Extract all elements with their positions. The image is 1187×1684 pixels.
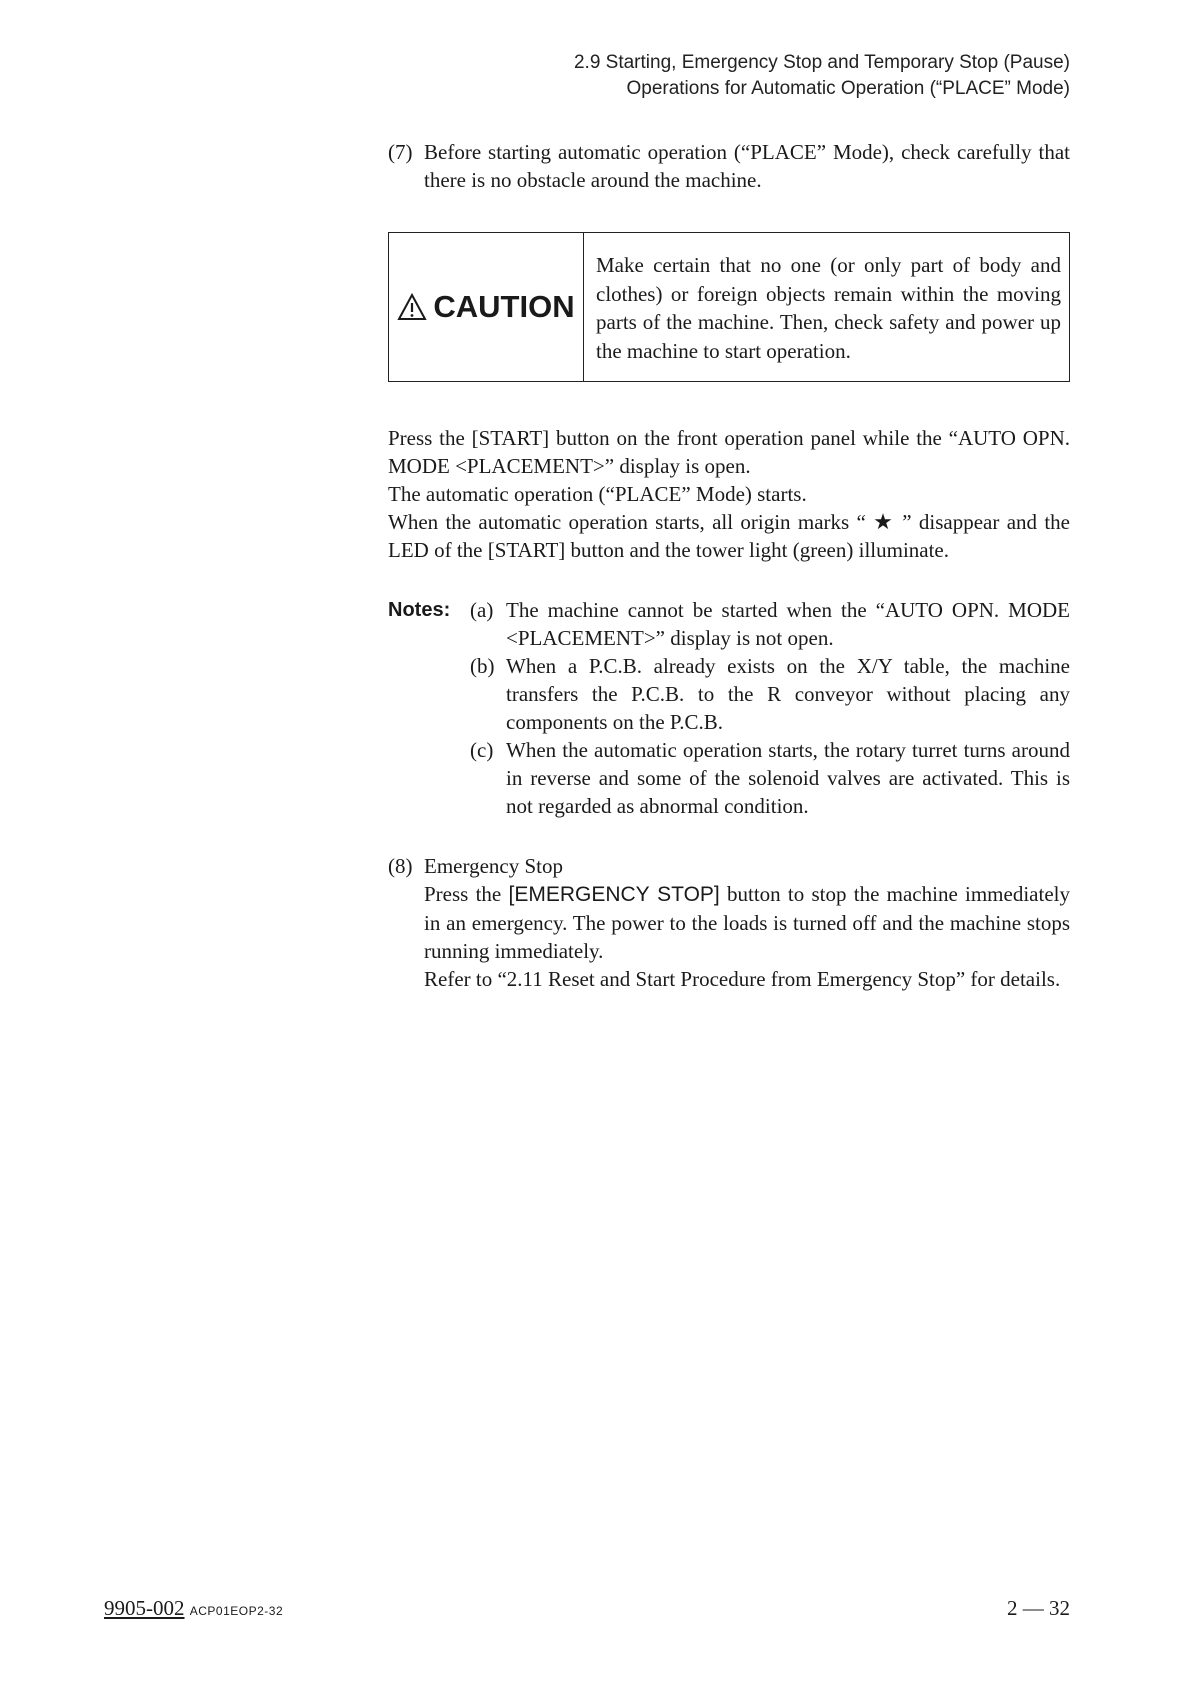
body-paragraph-2: The automatic operation (“PLACE” Mode) starts. bbox=[388, 482, 807, 506]
note-b-text: When a P.C.B. already exists on the X/Y table, the machine transfers the P.C.B. to the R conveyor without placing any components on the P.C.B. bbox=[506, 654, 1070, 734]
running-header bbox=[574, 50, 1070, 102]
notes-label: Notes: bbox=[388, 599, 451, 621]
notes-section bbox=[388, 596, 1070, 820]
item-8-title-row bbox=[388, 852, 1070, 880]
item-8-p1-start: Press the bbox=[424, 882, 509, 906]
item-8-number: (8) bbox=[388, 854, 413, 878]
item-8-title: Emergency Stop bbox=[424, 854, 564, 878]
body-paragraph-1: Press the [START] button on the front operation panel while the “AUTO OPN. MODE <PLACEMENT>” display is open. bbox=[388, 426, 1070, 478]
note-c bbox=[388, 736, 1070, 820]
item-7 bbox=[388, 138, 1070, 194]
item-7-number: (7) bbox=[388, 140, 413, 164]
page-number: 2 — 32 bbox=[1007, 1596, 1070, 1620]
item-8-p1-end: button to stop the machine immediately in an emergency. The power to the loads is turned off and the machine stops running immediately. bbox=[424, 882, 1070, 963]
item-8 bbox=[388, 852, 1070, 993]
warning-triangle-icon bbox=[397, 293, 427, 321]
header-line-2: Operations for Automatic Operation (“PLACE” Mode) bbox=[626, 78, 1070, 99]
note-b bbox=[388, 652, 1070, 736]
footer-document-code bbox=[104, 1596, 283, 1621]
caution-box bbox=[388, 232, 1070, 382]
caution-heading bbox=[389, 233, 584, 381]
footer-code: 9905-002 bbox=[104, 1596, 185, 1620]
header-line-1: 2.9 Starting, Emergency Stop and Temporary Stop (Pause) bbox=[573, 52, 1070, 73]
note-a-label: (a) bbox=[470, 598, 494, 622]
body-paragraphs bbox=[388, 424, 1070, 564]
body-paragraph-3-start: When the automatic operation starts, all origin marks “ bbox=[388, 510, 874, 534]
caution-label: CAUTION bbox=[433, 289, 575, 324]
item-8-paragraph-2: Refer to “2.11 Reset and Start Procedure from Emergency Stop” for details. bbox=[424, 967, 1061, 991]
body-paragraph-3-end: ” disappear and the LED of the [START] button and the tower light (green) illuminate. bbox=[388, 510, 1070, 562]
caution-text: Make certain that no one (or only part of body and clothes) or foreign objects remain within the moving parts of the machine. Then, check safety and power up the machine to start operation. bbox=[596, 253, 1061, 363]
emergency-stop-button-label: [EMERGENCY STOP] bbox=[508, 883, 720, 906]
body-paragraph-3 bbox=[388, 508, 1070, 564]
item-7-text: Before starting automatic operation (“PLACE” Mode), check carefully that there is no obstacle around the machine. bbox=[424, 140, 1070, 192]
item-8-paragraph-1 bbox=[388, 880, 1070, 965]
note-b-label: (b) bbox=[470, 654, 495, 678]
note-c-text: When the automatic operation starts, the rotary turret turns around in reverse and some of the solenoid valves are activated. This is not regarded as abnormal condition. bbox=[506, 738, 1070, 818]
note-a bbox=[388, 596, 1070, 652]
origin-star-icon: ★ bbox=[873, 509, 895, 534]
note-a-text: The machine cannot be started when the “AUTO OPN. MODE <PLACEMENT>” display is not open. bbox=[506, 598, 1070, 650]
footer-doc-id: ACP01EOP2-32 bbox=[189, 1604, 284, 1618]
note-c-label: (c) bbox=[470, 738, 494, 762]
